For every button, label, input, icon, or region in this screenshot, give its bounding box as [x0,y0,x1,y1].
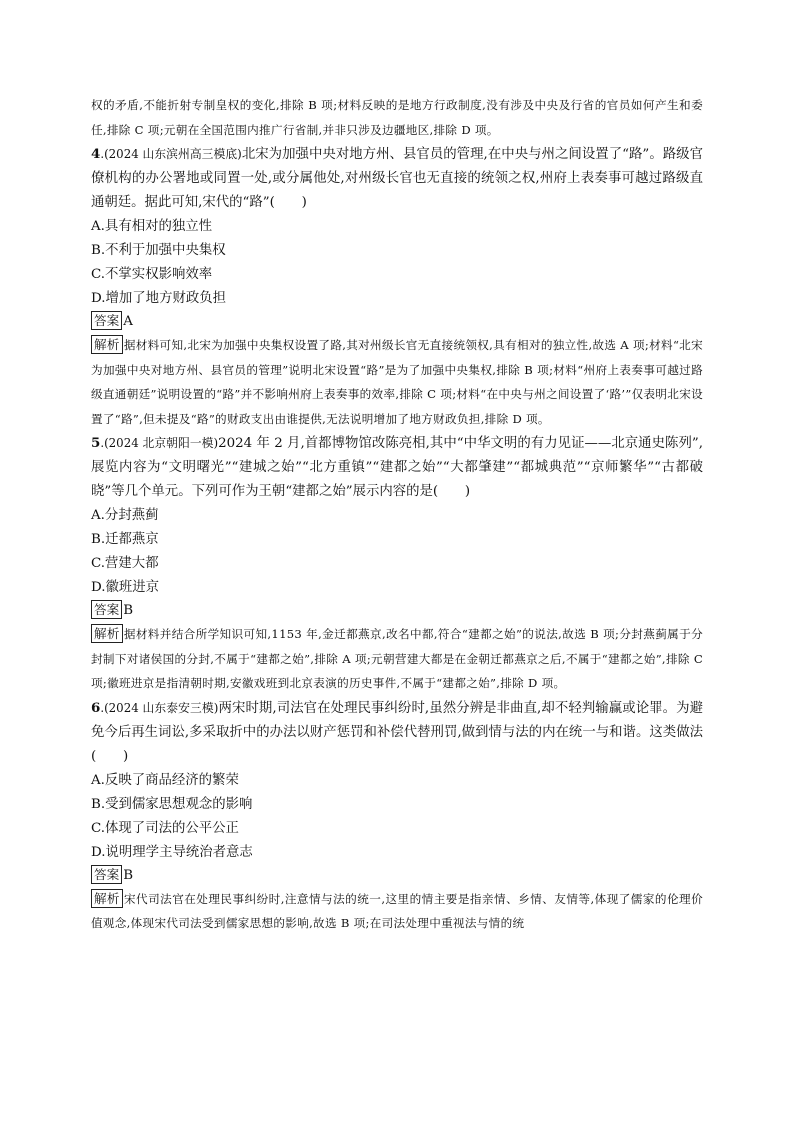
question-4-stem [91,142,703,215]
question-6-option-c: C.体现了司法的公平公正 [91,820,239,836]
answer-label: 答案 [91,865,122,884]
question-5-stem [91,431,703,504]
question-6-analysis-text: 宋代司法官在处理民事纠纷时,注意情与法的统一,这里的情主要是指亲情、乡情、友情等,体现了儒家的伦理价值观念,体现宋代司法受到儒家思想的影响,故选 B 项;在司法处理中重视法与情的统 [91,891,703,930]
question-6-option-d: D.说明理学主导统治者意志 [91,844,253,860]
question-5-number: 5 [91,435,101,451]
question-5-option-b: B.迁都燕京 [91,532,159,547]
analysis-label: 解析 [91,889,123,908]
question-5-text: 2024 年 2 月,首都博物馆改陈亮相,其中“中华文明的有力见证——北京通史陈列”,展览内容为“文明曙光”“建城之始”“北方重镇”“建都之始”“大都肇建”“都城典范”“京师繁华”“古都破晓”等几个单元。下列可作为王朝“建都之始”展示内容的是( ) [91,436,703,499]
question-6-stem [91,696,703,769]
question-4-source: .(2024 山东滨州高三模底) [100,147,242,161]
question-6-number: 6 [91,699,101,716]
question-4-option-c: C.不掌实权影响效率 [91,267,213,282]
question-5-option-a: A.分封燕蓟 [91,508,159,523]
question-4-answer [91,311,703,333]
question-6-answer [91,865,703,887]
question-6-option-b: B.受到儒家思想观念的影响 [91,796,253,812]
question-5 [91,431,703,696]
question-6-analysis [91,887,703,936]
analysis-label: 解析 [91,624,123,643]
question-6-answer-value: B [123,867,134,883]
answer-label: 答案 [91,311,122,330]
question-6-source: .(2024 山东泰安三模) [100,700,219,715]
question-6-text: 两宋时期,司法官在处理民事纠纷时,虽然分辨是非曲直,却不轻判输赢或论罪。为避免今后再生词讼,多采取折中的办法以财产惩罚和补偿代替刑罚,做到情与法的内在统一与和谐。这类做法( ) [91,700,703,764]
question-4 [91,142,703,431]
prev-explanation: 权的矛盾,不能折射专制皇权的变化,排除 B 项;材料反映的是地方行政制度,没有涉及中央及行省的官员如何产生和委任,排除 C 项;元朝在全国范围内推广行省制,并非只涉及边疆地区,排除 D 项。 [91,98,703,137]
question-4-analysis [91,333,703,431]
question-4-option-a: A.具有相对的独立性 [91,219,213,234]
question-5-option-d: D.徽班进京 [91,580,160,595]
question-5-source: .(2024 北京朝阳一模) [100,436,219,450]
question-4-option-b: B.不利于加强中央集权 [91,243,226,258]
question-5-analysis-text: 据材料并结合所学知识可知,1153 年,金迁都燕京,改名中都,符合“建都之始”的说法,故选 B 项;分封燕蓟属于分封制下对诸侯国的分封,不属于“建都之始”,排除 A 项;元朝营建大都是在金朝迁都燕京之后,不属于“建都之始”,排除 C 项;徽班进京是指清朝时期,安徽戏班到北京表演的历史事件,不属于“建都之始”,排除 D 项。 [91,627,703,690]
question-4-text: 北宋为加强中央对地方州、县官员的管理,在中央与州之间设置了“路”。路级官僚机构的办公署地或同置一处,或分属他处,对州级长官也无直接的统领之权,州府上表奏事可越过路级直通朝廷。据此可知,宋代的“路”( ) [91,147,703,210]
question-6-option-a: A.反映了商品经济的繁荣 [91,772,239,788]
analysis-label: 解析 [91,335,123,354]
question-4-answer-value: A [123,314,133,329]
question-4-analysis-text: 据材料可知,北宋为加强中央集权设置了路,其对州级长官无直接统领权,具有相对的独立性,故选 A 项;材料“北宋为加强中央对地方州、县官员的管理”说明北宋设置“路”是为了加强中央集权,排除 B 项;材料“州府上表奏事可越过路级直通朝廷”说明设置的“路”并不影响州府上表奏事的效率,排除 C 项;材料“在中央与州之间设置了‘路’”仅表明北宋设置了“路”,但未提及“路”的财政支出由谁提供,无法说明增加了地方财政负担,排除 D 项。 [91,338,703,426]
question-5-analysis [91,622,703,696]
question-5-option-c: C.营建大都 [91,556,159,571]
question-4-number: 4 [91,146,101,162]
question-4-option-d: D.增加了地方财政负担 [91,291,227,306]
answer-label: 答案 [91,600,122,619]
question-6 [91,696,703,936]
question-5-answer-value: B [123,603,134,618]
question-5-answer [91,600,703,622]
document-page [91,93,703,936]
